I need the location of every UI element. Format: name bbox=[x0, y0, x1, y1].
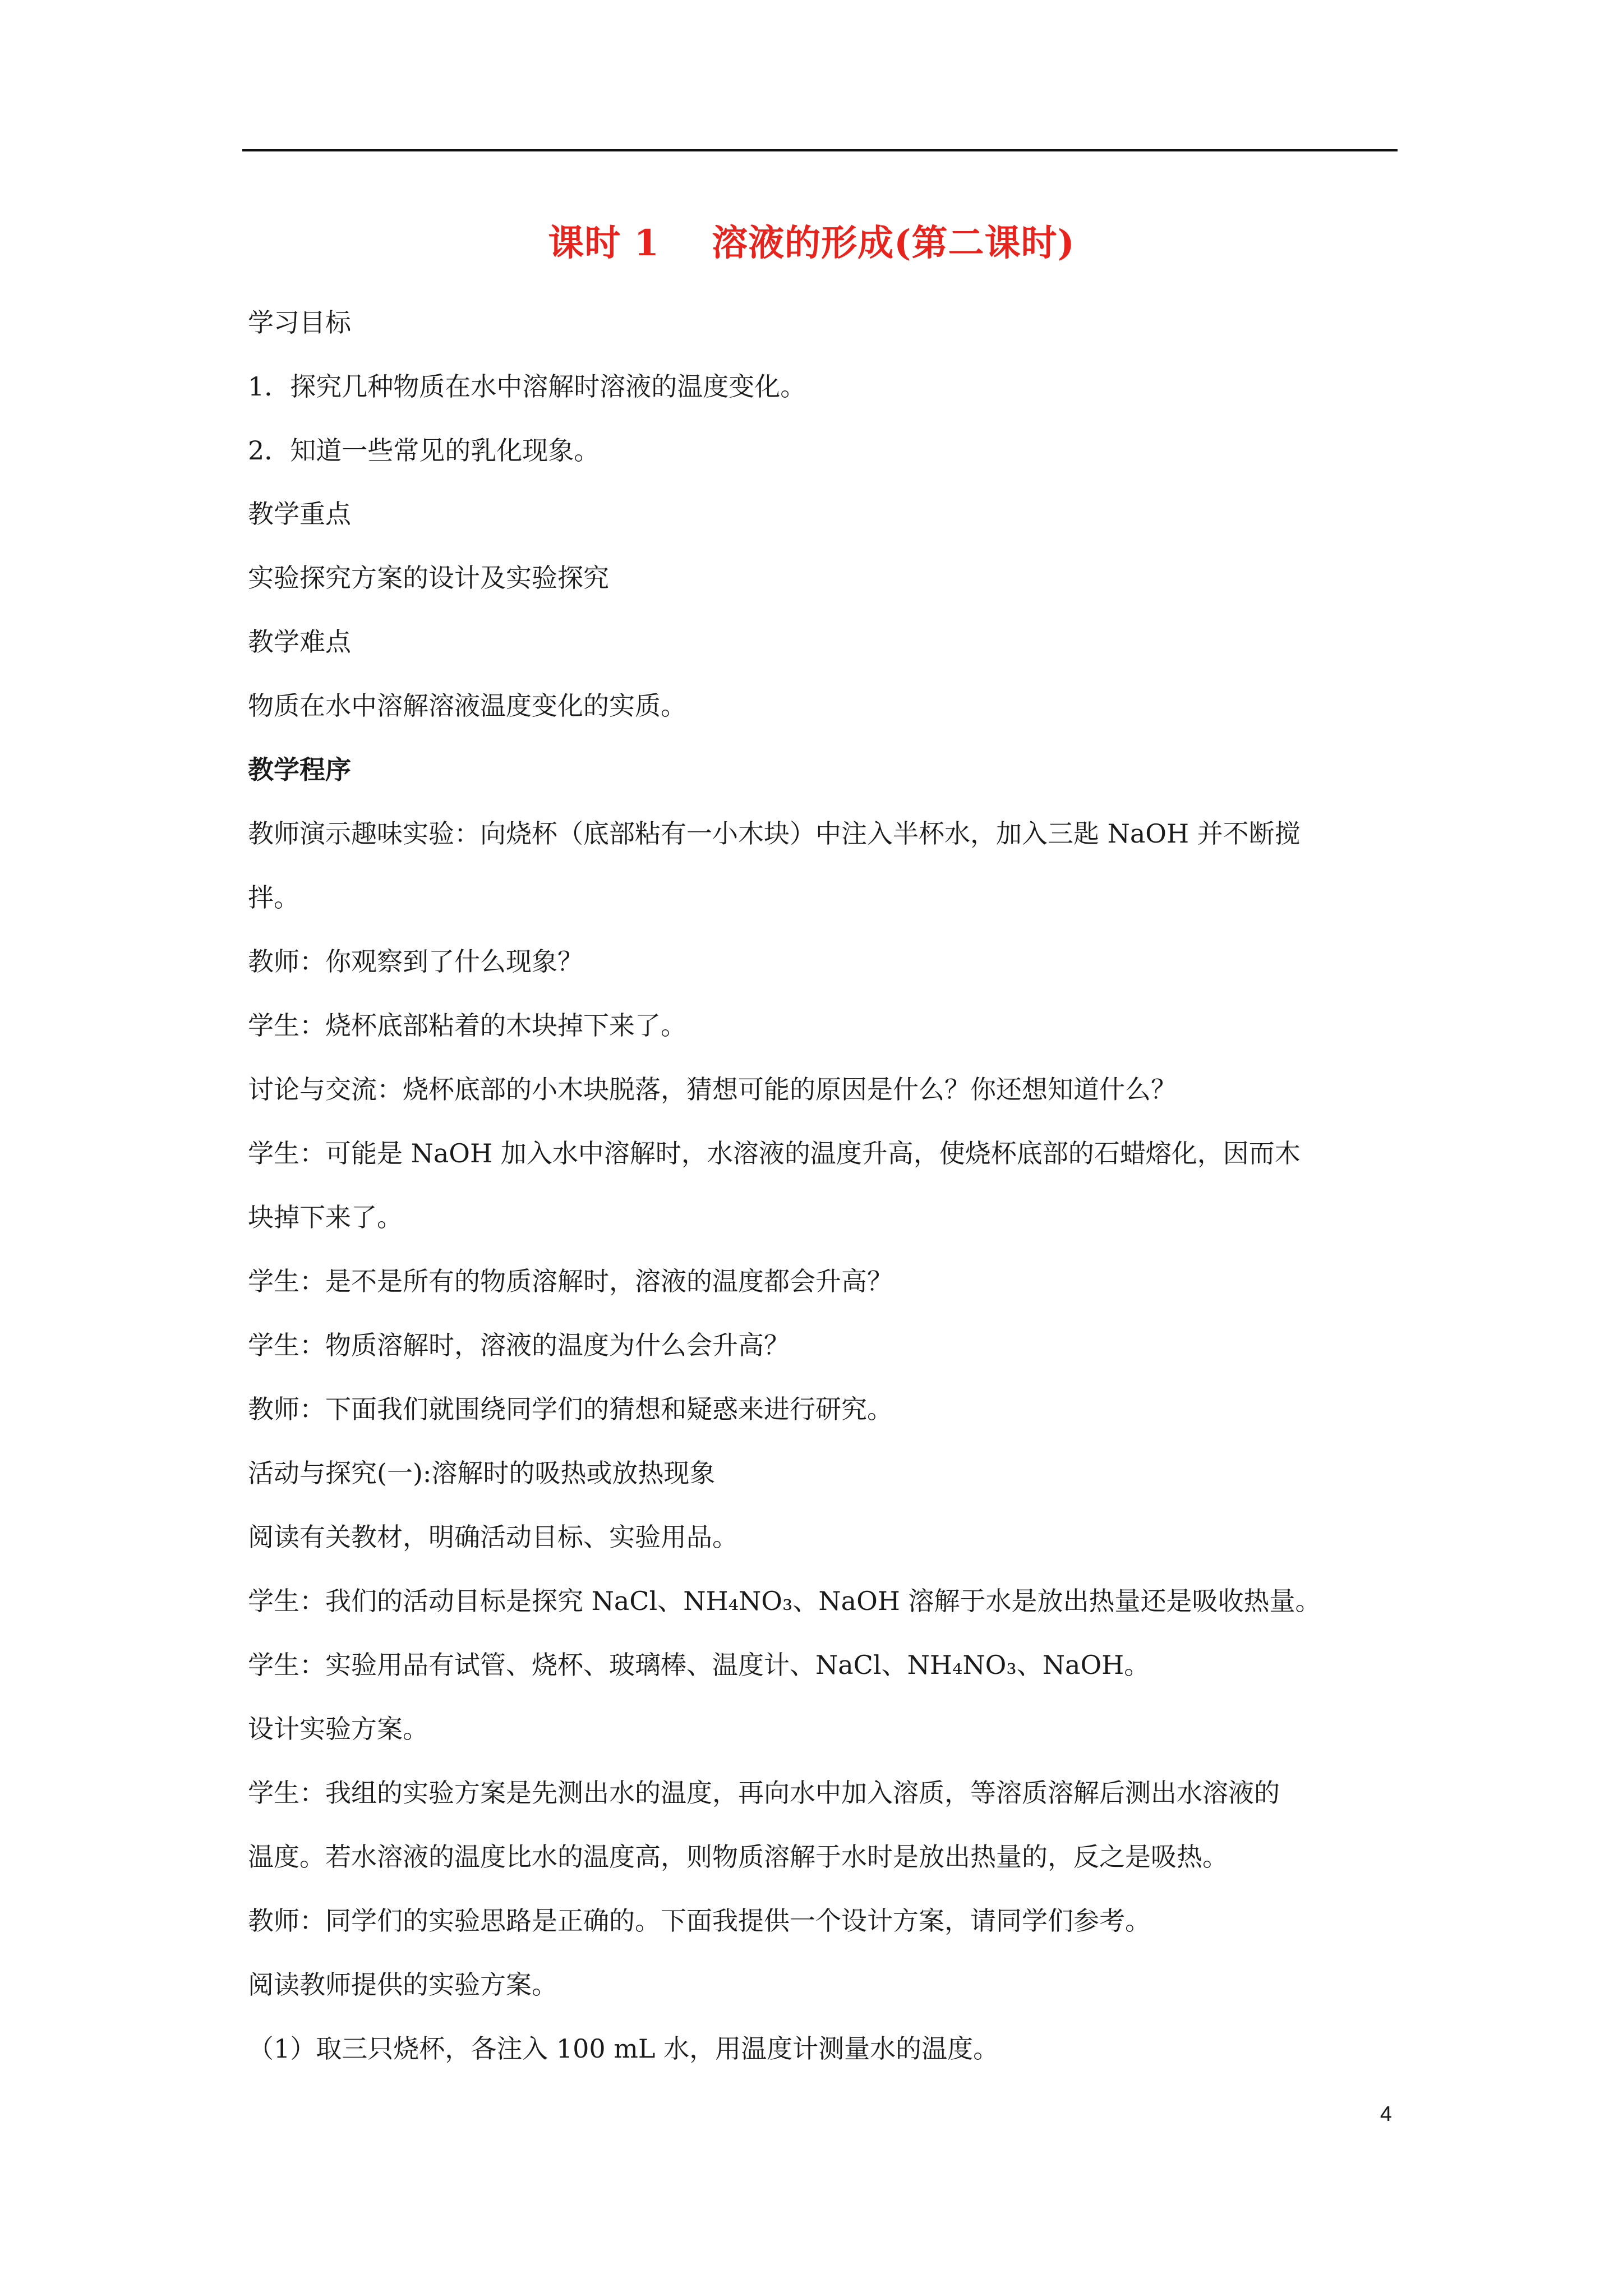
text-line: 教学难点 bbox=[248, 627, 351, 657]
text-line: 1．探究几种物质在水中溶解时溶液的温度变化。 bbox=[248, 371, 806, 402]
text-line: 学生：烧杯底部粘着的木块掉下来了。 bbox=[248, 1010, 686, 1041]
text-line: 实验探究方案的设计及实验探究 bbox=[248, 563, 609, 593]
text-line: 学生：是不是所有的物质溶解时，溶液的温度都会升高？ bbox=[248, 1266, 893, 1296]
text-line: 学生：物质溶解时，溶液的温度为什么会升高？ bbox=[248, 1330, 790, 1360]
text-line: 物质在水中溶解溶液温度变化的实质。 bbox=[248, 691, 686, 721]
text-line: 温度。若水溶液的温度比水的温度高，则物质溶解于水时是放出热量的，反之是吸热。 bbox=[248, 1842, 1228, 1872]
page-title: 课时 1 溶液的形成(第二课时) bbox=[548, 222, 1075, 264]
text-line: 学生：我组的实验方案是先测出水的温度，再向水中加入溶质，等溶质溶解后测出水溶液的 bbox=[248, 1778, 1280, 1808]
text-line: 讨论与交流：烧杯底部的小木块脱落，猜想可能的原因是什么？你还想知道什么？ bbox=[248, 1074, 1177, 1105]
text-line: （1）取三只烧杯，各注入 100 mL 水，用温度计测量水的温度。 bbox=[248, 2033, 999, 2064]
text-line: 2．知道一些常见的乳化现象。 bbox=[248, 435, 600, 466]
text-line: 教师：你观察到了什么现象？ bbox=[248, 946, 583, 977]
text-line: 教师：同学们的实验思路是正确的。下面我提供一个设计方案，请同学们参考。 bbox=[248, 1906, 1151, 1936]
header-rule bbox=[242, 149, 1398, 151]
text-line: 教师演示趣味实验：向烧杯（底部粘有一小木块）中注入半杯水，加入三匙 NaOH 并不断搅 bbox=[248, 818, 1301, 849]
text-line: 活动与探究(一):溶解时的吸热或放热现象 bbox=[248, 1458, 716, 1488]
text-line: 设计实验方案。 bbox=[248, 1714, 428, 1744]
page-number: 4 bbox=[1380, 2102, 1392, 2126]
text-line: 阅读有关教材，明确活动目标、实验用品。 bbox=[248, 1522, 738, 1552]
text-line: 学生：实验用品有试管、烧杯、玻璃棒、温度计、NaCl、NH₄NO₃、NaOH。 bbox=[248, 1650, 1150, 1680]
text-line: 学习目标 bbox=[248, 307, 351, 338]
text-line: 学生：我们的活动目标是探究 NaCl、NH₄NO₃、NaOH 溶解于水是放出热量还是吸收热量。 bbox=[248, 1586, 1321, 1616]
text-line: 拌。 bbox=[248, 882, 299, 913]
section-heading: 教学程序 bbox=[248, 754, 351, 785]
text-line: 阅读教师提供的实验方案。 bbox=[248, 1970, 557, 2000]
text-line: 块掉下来了。 bbox=[248, 1202, 403, 1232]
text-line: 教学重点 bbox=[248, 499, 351, 529]
text-line: 教师：下面我们就围绕同学们的猜想和疑惑来进行研究。 bbox=[248, 1394, 893, 1424]
text-line: 学生：可能是 NaOH 加入水中溶解时，水溶液的温度升高，使烧杯底部的石蜡熔化，因而木 bbox=[248, 1138, 1301, 1168]
